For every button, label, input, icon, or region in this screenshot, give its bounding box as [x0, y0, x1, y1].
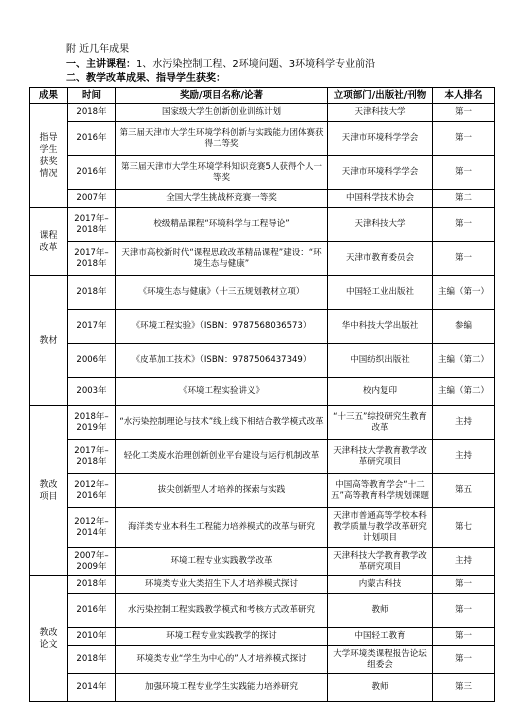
name-cell: 《环境工程实验讲义》 — [116, 378, 328, 406]
name-cell: 环境类专业大类招生下人才培养模式探讨 — [116, 576, 328, 594]
table-row — [30, 190, 495, 208]
organization-cell: 教师 — [328, 674, 433, 702]
header-time: 时间 — [68, 88, 116, 104]
organization-cell: 中国科学技术协会 — [328, 190, 433, 208]
category-cell: 教改论文 — [30, 576, 68, 702]
name-cell: 《环境工程实验》（ISBN：9787568036573） — [116, 310, 328, 344]
rank-cell: 第一 — [433, 122, 495, 156]
table-row — [30, 156, 495, 190]
table-row — [30, 508, 495, 548]
organization-cell: 天津市环境科学学会 — [328, 122, 433, 156]
table-row — [30, 406, 495, 440]
organization-cell: 中国高等教育学会“十二五”高等教育科学规划课题 — [328, 474, 433, 508]
rank-cell: 主持 — [433, 440, 495, 474]
organization-cell: 中国轻工业出版社 — [328, 276, 433, 310]
organization-cell: 天津科技大学教育教学改革研究项目 — [328, 440, 433, 474]
organization-cell: 校内复印 — [328, 378, 433, 406]
organization-cell: 天津科技大学 — [328, 208, 433, 242]
time-cell: 2017年–2018年 — [68, 208, 116, 242]
table-row — [30, 576, 495, 594]
time-cell: 2006年 — [68, 344, 116, 378]
name-cell: 环境工程专业实践教学改革 — [116, 548, 328, 576]
organization-cell: 天津市普通高等学校本科教学质量与教学改革研究计划项目 — [328, 508, 433, 548]
time-cell: 2016年 — [68, 122, 116, 156]
table-row — [30, 474, 495, 508]
organization-cell: 天津市环境科学学会 — [328, 156, 433, 190]
organization-cell: 教师 — [328, 594, 433, 628]
rank-cell: 第一 — [433, 242, 495, 276]
name-cell: 水污染控制工程实践教学模式和考核方式改革研究 — [116, 594, 328, 628]
name-cell: 国家级大学生创新创业训练计划 — [116, 104, 328, 122]
main-courses-line — [66, 59, 375, 71]
header-rank: 本人排名 — [433, 88, 495, 104]
time-cell: 2018年 — [68, 576, 116, 594]
time-cell: 2007年–2009年 — [68, 548, 116, 576]
table-row — [30, 276, 495, 310]
rank-cell: 第二 — [433, 190, 495, 208]
table-row — [30, 628, 495, 646]
table-row — [30, 674, 495, 702]
time-cell: 2012年–2014年 — [68, 508, 116, 548]
time-cell: 2016年 — [68, 594, 116, 628]
rank-cell: 主持 — [433, 406, 495, 440]
rank-cell: 主编（第二） — [433, 378, 495, 406]
table-header-row — [30, 88, 495, 104]
organization-cell: “十三五”综投研究生教育改革 — [328, 406, 433, 440]
main-courses-list: 1、水污染控制工程、2环境问题、3环境科学专业前沿 — [136, 59, 376, 70]
time-cell: 2003年 — [68, 378, 116, 406]
rank-cell: 参编 — [433, 310, 495, 344]
achievements-table — [29, 87, 495, 702]
time-cell: 2014年 — [68, 674, 116, 702]
table-row — [30, 646, 495, 674]
time-cell: 2007年 — [68, 190, 116, 208]
name-cell: 全国大学生挑战杯竞赛一等奖 — [116, 190, 328, 208]
organization-cell: 中国纺织出版社 — [328, 344, 433, 378]
time-cell: 2017年–2018年 — [68, 440, 116, 474]
organization-cell: 大学环境类课程报告论坛组委会 — [328, 646, 433, 674]
category-cell: 教改项目 — [30, 406, 68, 576]
table-row — [30, 242, 495, 276]
header-organization: 立项部门/出版社/刊物 — [328, 88, 433, 104]
rank-cell: 第一 — [433, 104, 495, 122]
name-cell: 天津市高校新时代“课程思政改革精品课程”建设：“环境生态与健康” — [116, 242, 328, 276]
header-category: 成果 — [30, 88, 68, 104]
organization-cell: 内蒙古科技 — [328, 576, 433, 594]
name-cell: 环境类专业“学生为中心的”人才培养模式探讨 — [116, 646, 328, 674]
category-cell: 教材 — [30, 276, 68, 406]
name-cell: 《环境生态与健康》（十三五规划教材立项） — [116, 276, 328, 310]
time-cell: 2012年–2016年 — [68, 474, 116, 508]
organization-cell: 天津市教育委员会 — [328, 242, 433, 276]
rank-cell: 第三 — [433, 674, 495, 702]
rank-cell: 第五 — [433, 474, 495, 508]
rank-cell: 第一 — [433, 646, 495, 674]
table-row — [30, 548, 495, 576]
category-cell: 指导学生获奖情况 — [30, 104, 68, 208]
name-cell: 校级精品课程“环境科学与工程导论” — [116, 208, 328, 242]
name-cell: 《皮革加工技术》（ISBN：9787506437349） — [116, 344, 328, 378]
intro-title: 附 近几年成果 — [66, 44, 130, 55]
name-cell: “水污染控制理论与技术”线上线下相结合教学模式改革 — [116, 406, 328, 440]
rank-cell: 主编（第二） — [433, 344, 495, 378]
time-cell: 2018年 — [68, 646, 116, 674]
name-cell: 轻化工类废水治理创新创业平台建设与运行机制改革 — [116, 440, 328, 474]
table-row — [30, 208, 495, 242]
time-cell: 2016年 — [68, 156, 116, 190]
organization-cell: 中国轻工教育 — [328, 628, 433, 646]
table-body — [30, 104, 495, 702]
time-cell: 2017年–2018年 — [68, 242, 116, 276]
time-cell: 2017年 — [68, 310, 116, 344]
rank-cell: 第一 — [433, 628, 495, 646]
name-cell: 环境工程专业实践教学的探讨 — [116, 628, 328, 646]
table-row — [30, 594, 495, 628]
category-cell: 课程改革 — [30, 208, 68, 276]
name-cell: 第三届天津市大学生环境学科创新与实践能力团体赛获得二等奖 — [116, 122, 328, 156]
organization-cell: 华中科技大学出版社 — [328, 310, 433, 344]
section-heading: 二、教学改革成果、指导学生获奖： — [66, 73, 226, 84]
time-cell: 2010年 — [68, 628, 116, 646]
time-cell: 2018年–2019年 — [68, 406, 116, 440]
header-name: 奖励/项目名称/论著 — [116, 88, 328, 104]
rank-cell: 第一 — [433, 156, 495, 190]
rank-cell: 第一 — [433, 208, 495, 242]
name-cell: 拔尖创新型人才培养的探索与实践 — [116, 474, 328, 508]
rank-cell: 第一 — [433, 594, 495, 628]
rank-cell: 第一 — [433, 576, 495, 594]
table-row — [30, 344, 495, 378]
table-row — [30, 122, 495, 156]
table-row — [30, 310, 495, 344]
rank-cell: 第七 — [433, 508, 495, 548]
main-courses-heading: 一、主讲课程： — [66, 59, 136, 70]
organization-cell: 天津科技大学 — [328, 104, 433, 122]
time-cell: 2018年 — [68, 276, 116, 310]
name-cell: 加强环境工程专业学生实践能力培养研究 — [116, 674, 328, 702]
table-row — [30, 440, 495, 474]
time-cell: 2018年 — [68, 104, 116, 122]
rank-cell: 主编（第一） — [433, 276, 495, 310]
rank-cell: 主持 — [433, 548, 495, 576]
table-row — [30, 378, 495, 406]
name-cell: 第三届天津市大学生环境学科知识竞赛5人获得个人一等奖 — [116, 156, 328, 190]
name-cell: 海洋类专业本科生工程能力培养模式的改革与研究 — [116, 508, 328, 548]
table-row — [30, 104, 495, 122]
organization-cell: 天津科技大学教育教学改革研究项目 — [328, 548, 433, 576]
